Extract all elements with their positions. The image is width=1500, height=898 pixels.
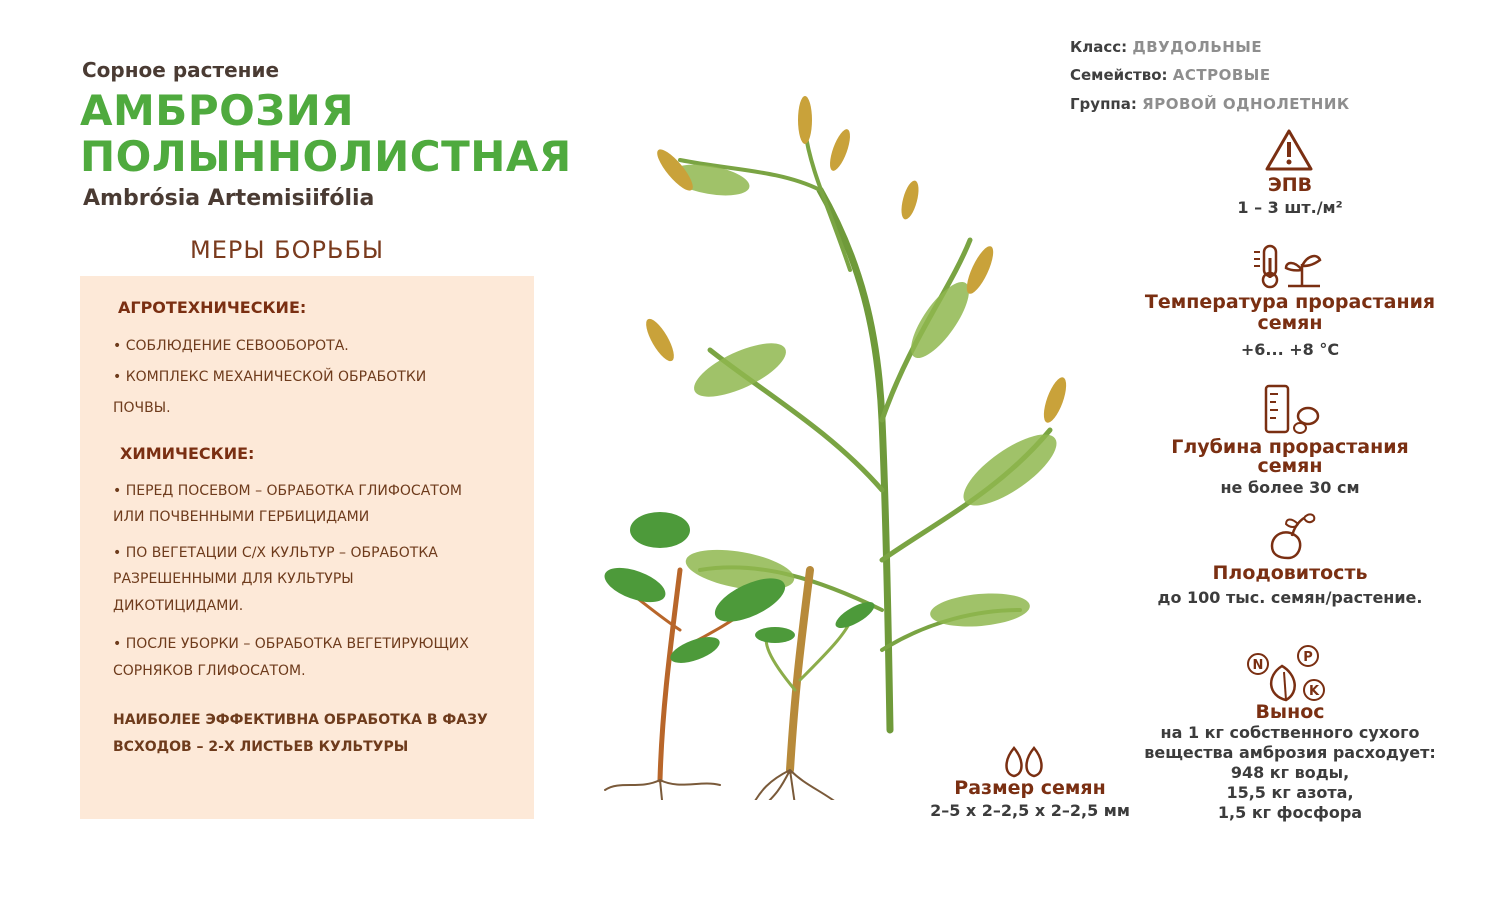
npk-p-letter: P [1303,650,1313,665]
family-row [1070,66,1271,84]
fertility-title: Плодовитость [1212,562,1368,584]
family-value: АСТРОВЫЕ [1172,66,1271,84]
npk-k-letter: K [1308,684,1320,699]
chem-item: ДИКОТИЦИДАМИ. [113,598,244,614]
chem-item: СОРНЯКОВ ГЛИФОСАТОМ. [113,663,306,679]
measures-heading: МЕРЫ БОРЬБЫ [190,236,385,264]
depth-value: не более 30 см [1220,478,1360,497]
epv-title: ЭПВ [1267,174,1313,196]
subtitle: Сорное растение [82,58,280,82]
seed-size-feature [920,778,1140,821]
temp-feature [1140,292,1440,360]
class-label: Класс: [1070,38,1128,56]
agro-heading: АГРОТЕХНИЧЕСКИЕ: [118,298,307,317]
chem-heading: ХИМИЧЕСКИЕ: [120,444,255,463]
group-value: ЯРОВОЙ ОДНОЛЕТНИК [1142,95,1350,113]
thermometer-sprout-icon [1250,242,1326,290]
removal-feature [1140,702,1440,823]
leaf-npk-icon [1242,644,1332,704]
temp-value: +6... +8 °С [1240,340,1340,359]
agro-item: • КОМПЛЕКС МЕХАНИЧЕСКОЙ ОБРАБОТКИ [113,369,427,385]
fertility-value: до 100 тыс. семян/растение. [1157,588,1423,607]
temp-title-2: семян [1257,312,1323,334]
page-title-line-1: АМБРОЗИЯ [80,86,355,135]
warning-triangle-icon [1264,128,1314,172]
chem-item: РАЗРЕШЕННЫМИ ДЛЯ КУЛЬТУРЫ [113,571,354,587]
removal-title: Вынос [1255,701,1325,723]
agro-item: • СОБЛЮДЕНИЕ СЕВООБОРОТА. [113,338,349,354]
depth-title-1: Глубина прорастания [1171,436,1409,458]
page-title-line-2: ПОЛЫННОЛИСТНАЯ [80,132,572,181]
seed-size-value: 2–5 х 2–2,5 х 2–2,5 мм [930,801,1130,820]
removal-line: на 1 кг собственного сухого [1160,723,1420,742]
class-value: ДВУДОЛЬНЫЕ [1132,38,1263,56]
depth-feature [1140,437,1440,498]
ruler-seed-icon [1262,384,1324,436]
chem-item: • ПОСЛЕ УБОРКИ – ОБРАБОТКА ВЕГЕТИРУЮЩИХ [113,636,469,652]
group-row [1070,95,1350,113]
epv-feature [1140,175,1440,218]
removal-line: 1,5 кг фосфора [1217,803,1363,822]
note-line: НАИБОЛЕЕ ЭФФЕКТИВНА ОБРАБОТКА В ФАЗУ [113,712,488,728]
class-row [1070,38,1262,56]
family-label: Семейство: [1070,66,1168,84]
latin-name: Ambrósia Artemisiifólia [83,186,375,211]
agro-item: ПОЧВЫ. [113,400,171,416]
chem-item: • ПО ВЕГЕТАЦИИ С/Х КУЛЬТУР – ОБРАБОТКА [113,545,438,561]
removal-line: 948 кг воды, [1230,763,1350,782]
seeds-icon [1000,740,1050,778]
chem-item: ИЛИ ПОЧВЕННЫМИ ГЕРБИЦИДАМИ [113,509,370,525]
fertility-feature [1140,563,1440,608]
ragweed-illustration [590,90,1120,800]
temp-title-1: Температура прорастания [1144,291,1436,313]
depth-title-2: семян [1257,455,1323,477]
seed-size-title: Размер семян [954,777,1106,799]
note-line: ВСХОДОВ – 2-Х ЛИСТЬЕВ КУЛЬТУРЫ [113,739,409,755]
measures-panel [80,276,534,819]
npk-n-letter: N [1252,658,1264,673]
seed-sprout-icon [1262,510,1318,562]
removal-line: 15,5 кг азота, [1226,783,1354,802]
group-label: Группа: [1070,95,1137,113]
chem-item: • ПЕРЕД ПОСЕВОМ – ОБРАБОТКА ГЛИФОСАТОМ [113,483,462,499]
removal-line: вещества амброзия расходует: [1144,743,1436,762]
epv-value: 1 – 3 шт./м² [1237,198,1343,217]
